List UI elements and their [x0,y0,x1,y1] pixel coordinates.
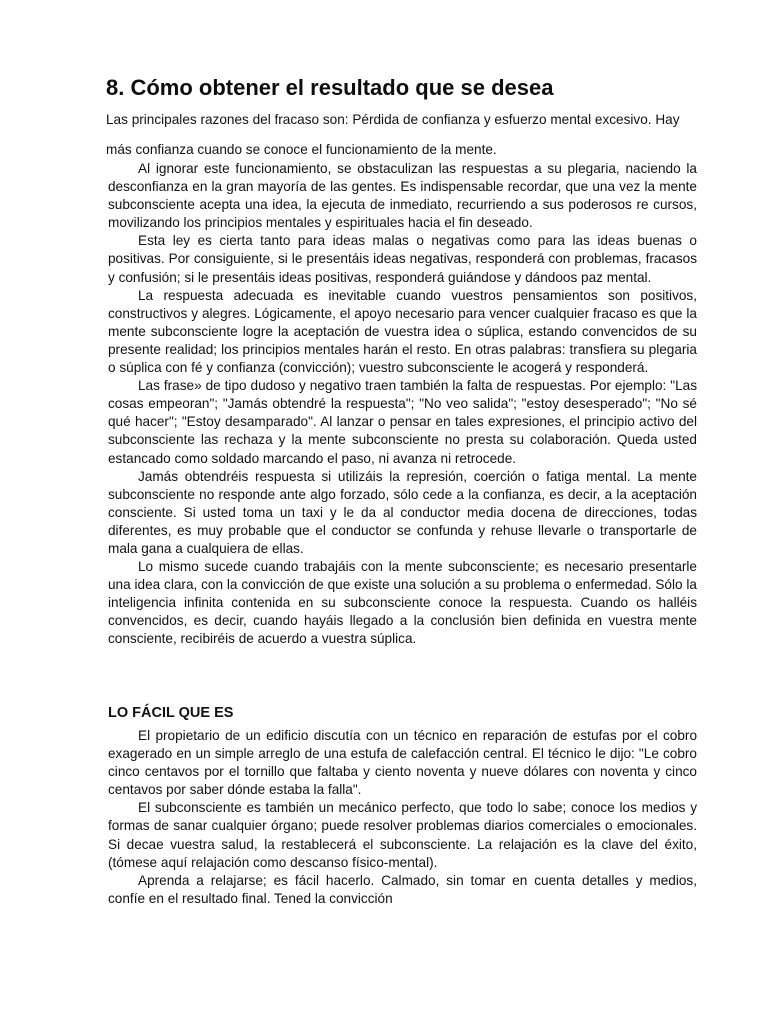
paragraph: Jamás obtendréis respuesta si utilizáis la represión, coerción o fatiga mental. La mente subconsciente no responde ante algo forzado, sólo cede a la confianza, es decir, a la aceptación consciente. Si usted toma un taxi y le da al conductor media docena de direcciones, todas diferentes, es muy probable que el conductor se confunda y rehuse llevarle o transportarle de mala gana a cualquiera de ellas. [108,468,697,556]
main-body [108,160,697,649]
section-body [108,727,697,908]
paragraph: El propietario de un edificio discutía con un técnico en reparación de estufas por el cobro exagerado en un simple arreglo de una estufa de calefacción central. El técnico le dijo: "Le cobro cinco centavos por el tornillo que faltaba y ciento noventa y nueve dólares con noventa y cinco centavos por saber dónde estaba la falla". [108,728,697,798]
paragraph: La respuesta adecuada es inevitable cuando vuestros pensamientos son positivos, constructivos y alegres. Lógicamente, el apoyo necesario para vencer cualquier fracaso es que la mente subconsciente logre la aceptación de vuestra idea o súplica, estando convencidos de su presente realidad; los principios mentales harán el resto. En otras palabras: transfiera su plegaria o súplica con fé y confianza (convicción); vuestro subconsciente le acogerá y responderá. [108,287,697,376]
intro-line-1: Las principales razones del fracaso son: Pérdida de confianza y esfuerzo mental excesivo. Hay [106,112,680,127]
paragraph: Lo mismo sucede cuando trabajáis con la mente subconsciente; es necesario presentarle una idea clara, con la convicción de que existe una solución a su problema o enfermedad. Sólo la inteligencia infinita contenida en su subconsciente conoce la respuesta. Cuando os halléis convencidos, es decir, cuando hayáis llegado a la conclusión bien definida en vuestra mente consciente, recibiréis de acuerdo a vuestra súplica. [108,559,697,647]
intro-line-2: más confianza cuando se conoce el funcionamiento de la mente. [106,142,497,157]
paragraph: Aprenda a relajarse; es fácil hacerlo. Calmado, sin tomar en cuenta detalles y medios, confíe en el resultado final. Tened la convicción [108,872,697,906]
paragraph: Las frase» de tipo dudoso y negativo traen también la falta de respuestas. Por ejemplo: "Las cosas empeoran"; "Jamás obtendré la respuesta"; "No veo salida"; "estoy desesperado"; "No sé qué hacer"; "Estoy desamparado". Al lanzar o pensar en tales expresiones, el principio activo del subconsciente las rechaza y la mente subconsciente no presta su colaboración. Queda usted estancado como soldado marcando el paso, ni avanza ni retrocede. [108,378,697,466]
page-title: 8. Cómo obtener el resultado que se desea [106,75,554,100]
section-heading: LO FÁCIL QUE ES [108,705,234,721]
paragraph: Al ignorar este funcionamiento, se obstaculizan las respuestas a su plegaria, naciendo la desconfianza en la gran mayoría de las gentes. Es indispensable recordar, que una vez la mente subconsciente acepta una idea, la ejecuta de inmediato, recurriendo a sus poderosos re cursos, movilizando los principios mentales y espirituales hacia el fin deseado. [108,161,697,231]
paragraph: El subconsciente es también un mecánico perfecto, que todo lo sabe; conoce los medios y formas de sanar cualquier órgano; puede resolver problemas diarios comerciales o emocionales. Si decae vuestra salud, la restablecerá el subconsciente. La relajación es la clave del éxito, (tómese aquí relajación como descanso físico-mental). [108,800,697,870]
paragraph: Esta ley es cierta tanto para ideas malas o negativas como para las ideas buenas o positivas. Por consiguiente, si le presentáis ideas negativas, responderá con problemas, fracasos y confusión; si le presentáis ideas positivas, responderá guiándose y dándoos paz mental. [108,233,697,285]
